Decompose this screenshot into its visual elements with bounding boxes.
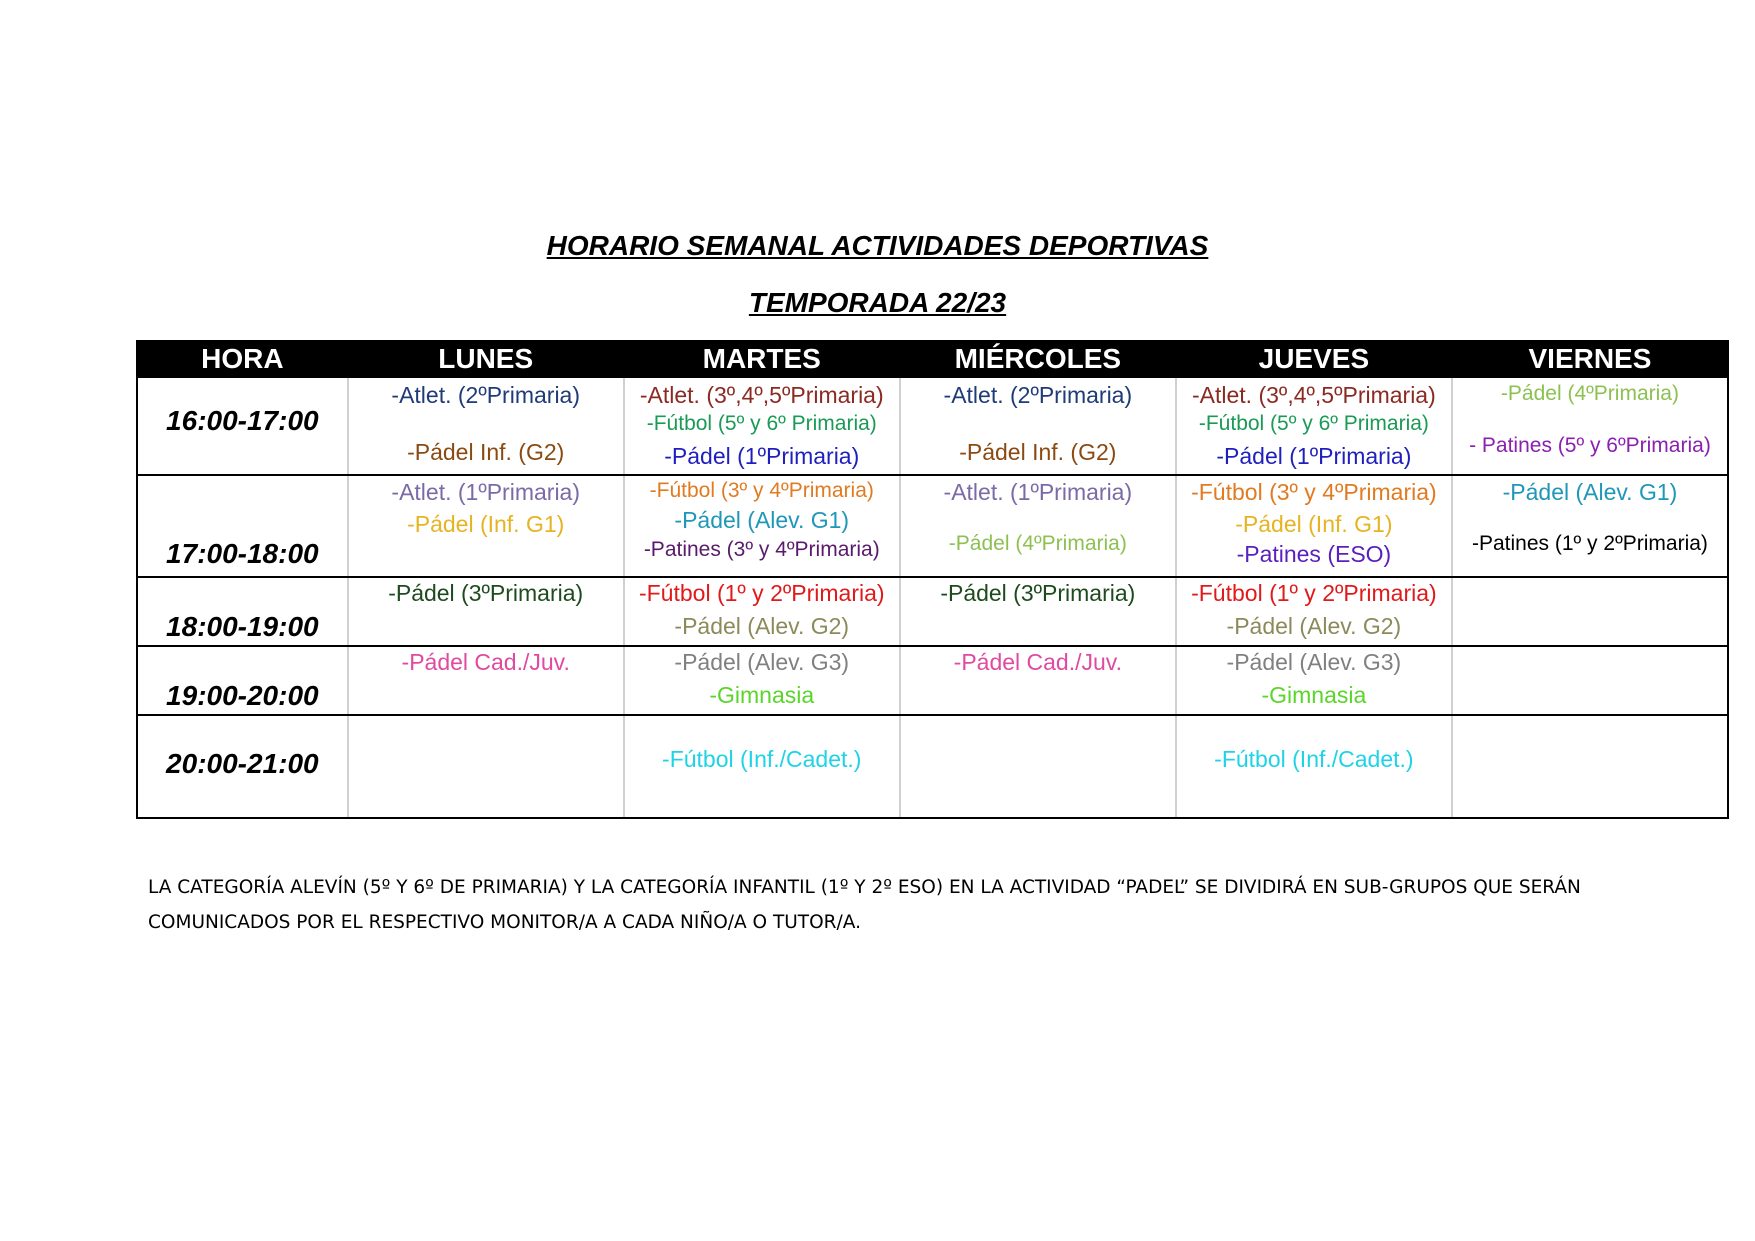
cell-miercoles [900, 577, 1176, 646]
cell-martes [624, 577, 900, 646]
activity-entry: -Pádel Cad./Juv. [401, 649, 570, 675]
activity-entry: -Atlet. (2ºPrimaria) [391, 382, 580, 408]
cell-viernes [1452, 377, 1728, 475]
header-lunes: LUNES [348, 341, 624, 377]
cell-viernes [1452, 577, 1728, 646]
cell-martes [624, 646, 900, 715]
activity-entry: -Pádel (Alev. G1) [1502, 479, 1678, 505]
schedule-row [137, 475, 1728, 577]
footnote: LA CATEGORÍA ALEVÍN (5º Y 6º DE PRIMARIA) Y LA CATEGORÍA INFANTIL (1º Y 2º ESO) EN LA ACTIVIDAD “PADEL” SE DIVIDIRÁ EN SUB-GRUPOS QUE SERÁN COMUNICADOS POR EL RESPECTIVO MONITOR/A A CADA NIÑO/A O TUTOR/A. [148, 877, 1581, 933]
hour-label: 20:00-21:00 [166, 748, 319, 779]
weekly-schedule-table [136, 340, 1729, 819]
activity-entry: -Pádel (4ºPrimaria) [948, 532, 1127, 555]
hour-cell [137, 646, 348, 715]
activity-entry: -Atlet. (1ºPrimaria) [943, 479, 1133, 505]
activity-entry: -Fútbol (Inf./Cadet.) [1214, 746, 1414, 772]
header-martes: MARTES [624, 341, 900, 377]
activity-entry: -Pádel (1ºPrimaria) [1216, 443, 1412, 469]
cell-miercoles [900, 715, 1176, 818]
activity-entry: -Pádel Inf. (G2) [959, 439, 1117, 465]
cell-miercoles [900, 475, 1176, 577]
activity-entry: -Pádel Inf. (G2) [407, 439, 565, 465]
cell-lunes [348, 715, 624, 818]
cell-jueves [1176, 475, 1452, 577]
hour-label: 19:00-20:00 [166, 680, 319, 711]
activity-entry: -Patines (3º y 4ºPrimaria) [643, 538, 880, 561]
activity-entry: -Fútbol (Inf./Cadet.) [662, 746, 862, 772]
hour-cell [137, 475, 348, 577]
activity-entry: -Pádel (Alev. G2) [1226, 613, 1402, 639]
activity-entry: -Pádel (Alev. G2) [674, 613, 850, 639]
header-hora: HORA [137, 341, 348, 377]
activity-entry: -Fútbol (3º y 4ºPrimaria) [649, 479, 874, 502]
header-viernes: VIERNES [1452, 341, 1728, 377]
cell-jueves [1176, 646, 1452, 715]
activity-entry: -Fútbol (5º y 6º Primaria) [646, 412, 877, 435]
cell-viernes [1452, 475, 1728, 577]
season-subtitle: TEMPORADA 22/23 [748, 287, 1007, 318]
cell-jueves [1176, 377, 1452, 475]
cell-miercoles [900, 646, 1176, 715]
page-title: HORARIO SEMANAL ACTIVIDADES DEPORTIVAS [546, 230, 1209, 261]
activity-entry: -Pádel (3ºPrimaria) [940, 580, 1136, 606]
hour-label: 18:00-19:00 [166, 611, 319, 642]
cell-jueves [1176, 577, 1452, 646]
activity-entry: -Atlet. (3º,4º,5ºPrimaria) [639, 382, 884, 408]
activity-entry: -Atlet. (3º,4º,5ºPrimaria) [1192, 382, 1436, 408]
activity-entry: -Pádel (Alev. G3) [674, 649, 850, 675]
cell-martes [624, 715, 900, 818]
activity-entry: -Gimnasia [1261, 682, 1367, 708]
cell-viernes [1452, 715, 1728, 818]
schedule-row [137, 577, 1728, 646]
activity-entry: -Fútbol (1º y 2ºPrimaria) [1191, 580, 1437, 606]
activity-entry: -Pádel (4ºPrimaria) [1500, 382, 1679, 405]
activity-entry: -Pádel Cad./Juv. [953, 649, 1122, 675]
hour-cell [137, 377, 348, 475]
activity-entry: -Pádel (Inf. G1) [1235, 511, 1393, 537]
cell-lunes [348, 646, 624, 715]
activity-entry: -Pádel (Alev. G1) [674, 507, 850, 533]
header-miercoles: MIÉRCOLES [900, 341, 1176, 377]
activity-entry: -Pádel (Inf. G1) [407, 511, 565, 537]
schedule-row [137, 377, 1728, 475]
cell-lunes [348, 577, 624, 646]
header-jueves: JUEVES [1176, 341, 1452, 377]
activity-entry: -Pádel (3ºPrimaria) [388, 580, 584, 606]
schedule-row [137, 715, 1728, 818]
activity-entry: -Patines (1º y 2ºPrimaria) [1472, 532, 1708, 555]
activity-entry: -Atlet. (2ºPrimaria) [943, 382, 1133, 408]
cell-martes [624, 377, 900, 475]
activity-entry: -Fútbol (1º y 2ºPrimaria) [638, 580, 885, 606]
cell-viernes [1452, 646, 1728, 715]
activity-entry: - Patines (5º y 6ºPrimaria) [1469, 434, 1711, 457]
activity-entry: -Gimnasia [709, 682, 815, 708]
schedule-row [137, 646, 1728, 715]
cell-jueves [1176, 715, 1452, 818]
cell-martes [624, 475, 900, 577]
hour-label: 16:00-17:00 [166, 405, 319, 436]
activity-entry: -Fútbol (3º y 4ºPrimaria) [1191, 479, 1437, 505]
hour-cell [137, 715, 348, 818]
hour-cell [137, 577, 348, 646]
hour-label: 17:00-18:00 [166, 538, 319, 569]
activity-entry: -Atlet. (1ºPrimaria) [391, 479, 580, 505]
activity-entry: -Pádel (1ºPrimaria) [664, 443, 860, 469]
cell-miercoles [900, 377, 1176, 475]
header-row [137, 341, 1728, 377]
activity-entry: -Fútbol (5º y 6º Primaria) [1198, 412, 1429, 435]
activity-entry: -Patines (ESO) [1236, 541, 1392, 567]
cell-lunes [348, 475, 624, 577]
activity-entry: -Pádel (Alev. G3) [1226, 649, 1402, 675]
cell-lunes [348, 377, 624, 475]
